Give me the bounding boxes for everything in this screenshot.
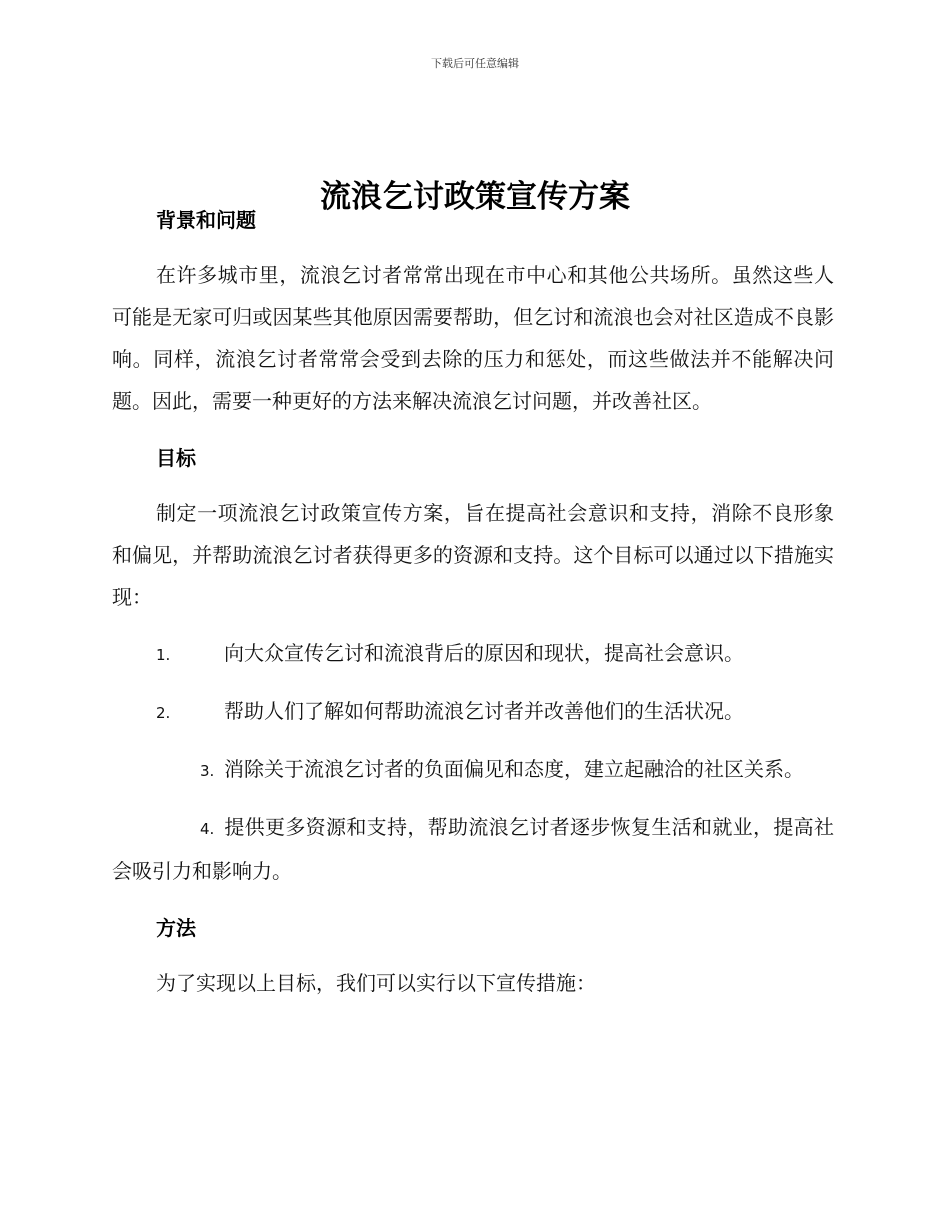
- document-body: [112, 200, 834, 1004]
- document-title: 流浪乞讨政策宣传方案: [320, 178, 630, 215]
- list-item-number: 2.: [156, 704, 171, 722]
- method-paragraph: 为了实现以上目标，我们可以实行以下宣传措施：: [156, 971, 596, 995]
- list-item-text: 提供更多资源和支持，帮助流浪乞讨者逐步恢复生活和就业，提高社会吸引力和影响力。: [112, 815, 834, 883]
- list-item: [112, 690, 834, 734]
- section-heading-background: 背景和问题: [156, 208, 256, 232]
- section-heading-method: 方法: [156, 916, 196, 940]
- list-item: [112, 632, 834, 676]
- list-item: [112, 748, 834, 792]
- list-item-text: 消除关于流浪乞讨者的负面偏见和态度，建立起融洽的社区关系。: [224, 757, 804, 781]
- list-item-number: 4.: [200, 820, 215, 838]
- section-heading-goal: 目标: [156, 446, 196, 470]
- background-paragraph: 在许多城市里，流浪乞讨者常常出现在市中心和其他公共场所。虽然这些人可能是无家可归或因某些其他原因需要帮助，但乞讨和流浪也会对社区造成不良影响。同样，流浪乞讨者常常会受到去除的压力和惩处，而这些做法并不能解决问题。因此，需要一种更好的方法来解决流浪乞讨问题，并改善社区。: [112, 263, 834, 413]
- list-item-number: 3.: [200, 762, 215, 780]
- list-item-text: 向大众宣传乞讨和流浪背后的原因和现状，提高社会意识。: [224, 641, 744, 665]
- header-note: 下载后可任意编辑: [431, 57, 519, 70]
- list-item: [112, 806, 834, 892]
- list-item-text: 帮助人们了解如何帮助流浪乞讨者并改善他们的生活状况。: [224, 699, 744, 723]
- list-item-number: 1.: [156, 646, 171, 664]
- goal-paragraph: 制定一项流浪乞讨政策宣传方案，旨在提高社会意识和支持，消除不良形象和偏见，并帮助流浪乞讨者获得更多的资源和支持。这个目标可以通过以下措施实现：: [112, 501, 834, 609]
